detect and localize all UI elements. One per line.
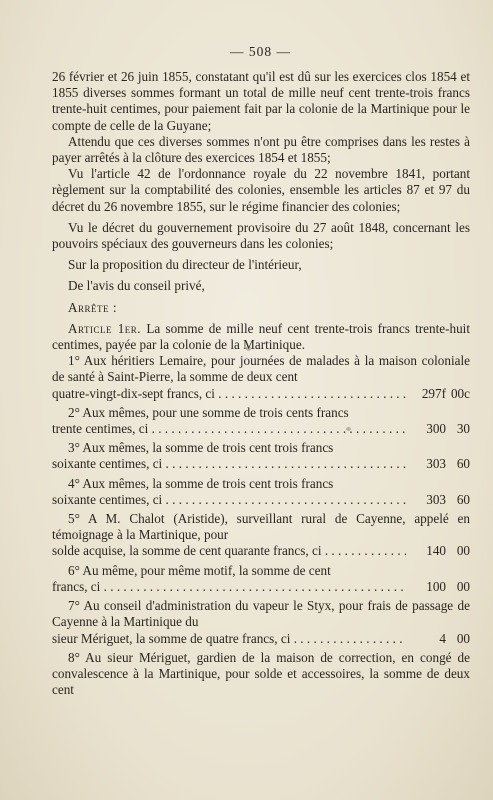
paragraph-6: De l'avis du conseil privé,: [68, 278, 205, 294]
ink-spot: [246, 346, 251, 351]
payment-item-amount: [406, 386, 470, 402]
item-8: 8° Au sieur Mériguet, gardien de la maison de correction, en congé de convalescence à la Martinique, pour solde et accessoires, la somme de deux cent: [52, 649, 470, 698]
paragraph-3: Vu l'article 42 de l'ordonnance royale du 22 novembre 1841, portant règlement sur la comptabilité des colonies, ensemble les articles 87 et 97 du décret du 26 novembre 1855, sur le régime financier des colonies;: [52, 166, 470, 214]
payment-item-amount: [406, 456, 470, 472]
payment-item-last-line: francs, ci . . .: [52, 579, 406, 595]
page-number: — 508 —: [230, 44, 291, 59]
payment-item-last-line: sieur Mériguet, la somme de quatre francs, ci . . .: [52, 631, 406, 647]
amount-francs: 4: [439, 630, 446, 646]
amount-francs: 303: [426, 456, 446, 472]
paragraph-4: Vu le décret du gouvernement provisoire du 27 août 1848, concernant les pouvoirs spéciaux des gouverneurs dans les colonies;: [52, 219, 470, 252]
article-label: Article 1er.: [68, 320, 142, 336]
payment-item: [52, 440, 470, 472]
article-text: La somme de mille neuf cent trente-trois francs trente-huit centimes, payée par la colonie de la Martinique.: [52, 320, 470, 353]
payment-item-amount-row: [52, 543, 470, 559]
payment-item-last-line: soixante centimes, ci . . .: [52, 456, 406, 472]
amount-centimes: 60: [456, 491, 470, 507]
amount-centimes: 00: [456, 578, 470, 594]
payment-item-description: 3° Aux mêmes, la somme de trois cent trois francs: [68, 440, 334, 456]
paragraph-5: Sur la proposition du directeur de l'intérieur,: [68, 257, 302, 273]
payment-item-description: 4° Aux mêmes, la somme de trois cent trois francs: [68, 475, 334, 491]
payment-items: [52, 353, 470, 646]
payment-item-description: 6° Au même, pour même motif, la somme de cent: [68, 562, 331, 578]
article-1: [52, 321, 470, 353]
payment-item-last-line: quatre-vingt-dix-sept francs, ci . . .: [52, 386, 406, 402]
amount-centimes: 60: [456, 456, 470, 472]
payment-item-description: 7° Au conseil d'administration du vapeur le Styx, pour frais de passage de Cayenne à la Martinique du: [52, 598, 470, 630]
payment-item-amount: [406, 421, 470, 437]
payment-item: [52, 511, 470, 560]
payment-item: [52, 563, 470, 595]
payment-item-amount: [406, 543, 470, 559]
amount-centimes: 00c: [450, 385, 470, 401]
payment-item-amount-row: [52, 579, 470, 595]
payment-item-description: 2° Aux mêmes, pour une somme de trois cents francs: [68, 404, 349, 420]
amount-centimes: 00: [456, 630, 470, 646]
payment-item: [52, 598, 470, 647]
paragraph-2: Attendu que ces diverses sommes n'ont pu être comprises dans les restes à payer arrêtés à la clôture des exercices 1854 et 1855;: [52, 133, 470, 166]
amount-francs: 297f: [421, 385, 446, 401]
amount-francs: 300: [426, 421, 446, 437]
payment-item-amount-row: [52, 421, 470, 437]
payment-item-amount: [406, 579, 470, 595]
amount-centimes: 30: [456, 421, 470, 437]
payment-item-description: 5° A M. Chalot (Aristide), surveillant rural de Cayenne, appelé en témoignage à la Martinique, pour: [52, 511, 470, 543]
payment-item-description: 1° Aux héritiers Lemaire, pour journées de malades à la maison coloniale de santé à Saint-Pierre, la somme de deux cent: [52, 353, 470, 385]
payment-item-amount-row: [52, 492, 470, 508]
ink-spot: [346, 427, 351, 431]
payment-item-amount-row: [52, 386, 470, 402]
payment-item-last-line: solde acquise, la somme de cent quarante francs, ci . . .: [52, 543, 406, 559]
payment-item: [52, 405, 470, 437]
payment-item-amount-row: [52, 456, 470, 472]
document-body: [52, 69, 470, 698]
amount-francs: 303: [426, 491, 446, 507]
payment-item-amount: [406, 631, 470, 647]
payment-item: [52, 353, 470, 402]
payment-item-last-line: soixante centimes, ci . . .: [52, 492, 406, 508]
payment-item: [52, 476, 470, 508]
amount-centimes: 00: [456, 543, 470, 559]
payment-item-last-line: trente centimes, ci . . .: [52, 421, 406, 437]
arrete-heading: Arrête :: [68, 299, 117, 315]
amount-francs: 100: [426, 578, 446, 594]
payment-item-amount-row: [52, 631, 470, 647]
amount-francs: 140: [426, 543, 446, 559]
payment-item-amount: [406, 492, 470, 508]
paragraph-1: 26 février et 26 juin 1855, constatant qu'il est dû sur les exercices clos 1854 et 1855 diverses sommes formant un total de mille neuf cent trente-trois francs trente-huit centimes, pour paiement fait par la colonie de la Martinique pour le compte de celle de la Guyane;: [52, 69, 470, 133]
